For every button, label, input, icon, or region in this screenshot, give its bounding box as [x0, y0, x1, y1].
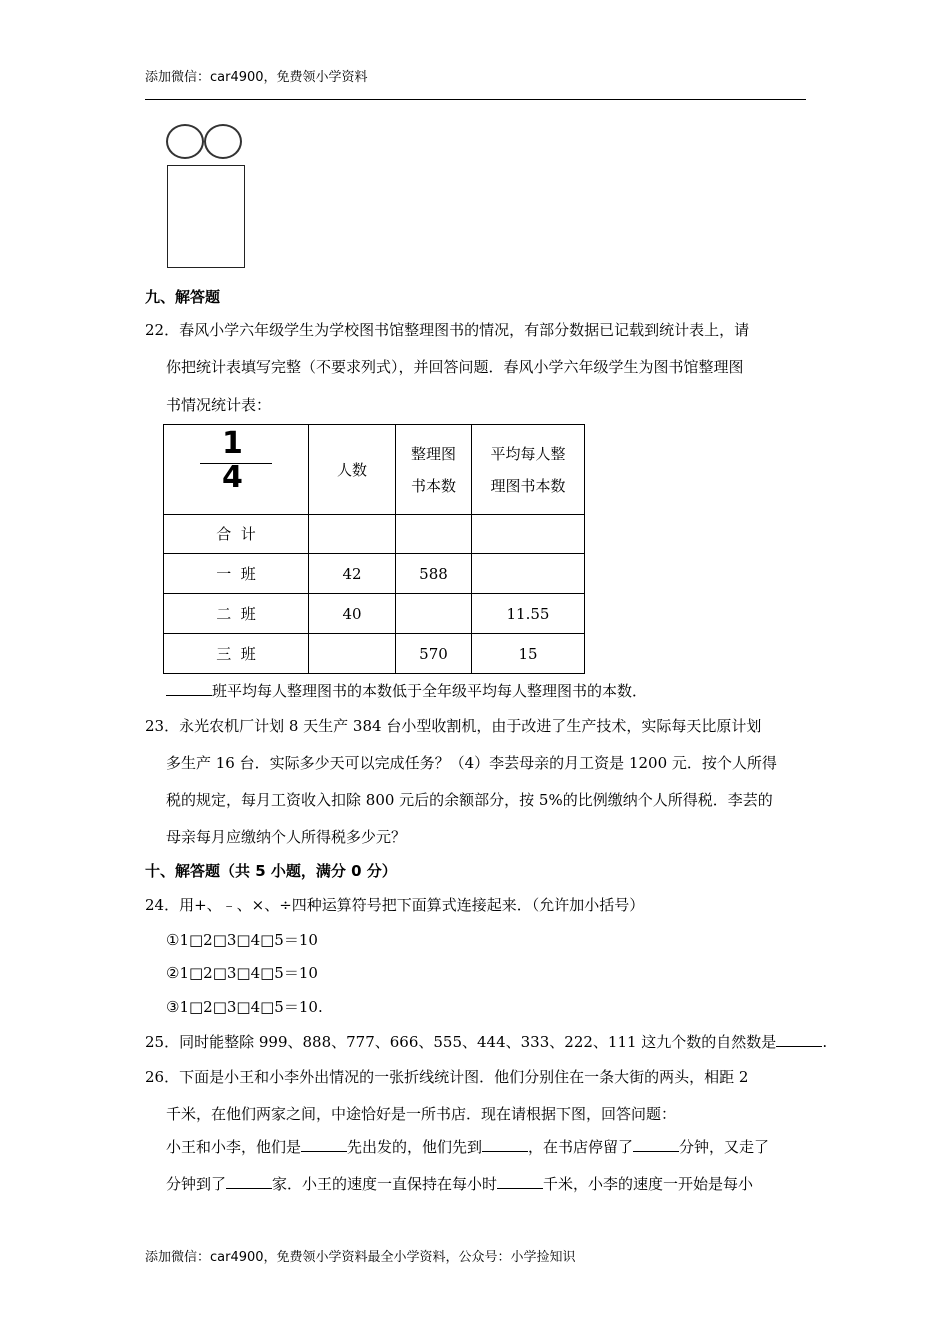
table-header-books — [396, 425, 472, 515]
q26-line-4 — [166, 1173, 753, 1194]
table-header-fraction-cell — [164, 425, 309, 515]
row-name: 二 班 — [164, 594, 309, 634]
q26-text-g: 千米，小李的速度一开始是每小 — [543, 1175, 754, 1193]
table-header-books-line1: 整理图 — [410, 444, 456, 463]
q25-tail: . — [822, 1033, 828, 1051]
table-header-books-line2: 书本数 — [410, 476, 456, 495]
section-10-title: 十、解答题（共 5 小题，满分 0 分） — [145, 862, 397, 880]
q24-item-3: ③1□2□3□4□5＝10. — [166, 998, 323, 1016]
q26-blank-5[interactable] — [497, 1174, 543, 1189]
row-name: 一 班 — [164, 554, 309, 594]
page-header: 添加微信：car4900，免费领小学资料 — [145, 70, 368, 85]
q26-line-2: 千米，在他们两家之间，中途恰好是一所书店．现在请根据下图，回答问题： — [166, 1105, 677, 1123]
page-footer: 添加微信：car4900，免费领小学资料最全小学资料，公众号：小学捡知识 — [145, 1250, 576, 1265]
q22-line-3: 书情况统计表： — [166, 396, 272, 414]
table-header-people: 人数 — [309, 425, 396, 515]
row-people: 42 — [309, 554, 396, 594]
section-9-title: 九、解答题 — [145, 288, 221, 306]
q26-text-d: 分钟，又走了 — [679, 1138, 770, 1156]
answer-blank[interactable] — [166, 681, 212, 696]
q26-line-3 — [166, 1136, 769, 1157]
header-divider — [145, 99, 806, 100]
q23-line-2: 多生产 16 台．实际多少天可以完成任务？（4）李芸母亲的月工资是 1200 元．按个人所得 — [166, 754, 777, 772]
row-books — [396, 515, 472, 554]
right-circle-figure — [204, 124, 242, 159]
table-row-class-3 — [164, 634, 585, 674]
q26-line-1: 26．下面是小王和小李外出情况的一张折线统计图．他们分别住在一条大街的两头，相距 2 — [145, 1068, 749, 1086]
table-header-avg — [472, 425, 585, 515]
row-avg: 15 — [472, 634, 585, 674]
row-avg: 11.55 — [472, 594, 585, 634]
q26-blank-4[interactable] — [226, 1174, 272, 1189]
q26-text-a: 小王和小李，他们是 — [166, 1138, 302, 1156]
table-header-avg-line1: 平均每人整 — [490, 444, 566, 463]
q26-blank-2[interactable] — [482, 1137, 528, 1152]
q25-line-1 — [145, 1031, 827, 1052]
row-people — [309, 515, 396, 554]
row-name: 三 班 — [164, 634, 309, 674]
rectangle-figure — [167, 165, 245, 268]
table-header-avg-line2: 理图书本数 — [490, 476, 566, 495]
q24-item-2: ②1□2□3□4□5＝10 — [166, 964, 318, 982]
q26-text-b: 先出发的，他们先到 — [347, 1138, 483, 1156]
q26-text-e: 分钟到了 — [166, 1175, 227, 1193]
row-avg — [472, 515, 585, 554]
row-people: 40 — [309, 594, 396, 634]
q26-blank-1[interactable] — [301, 1137, 347, 1152]
q23-line-4: 母亲每月应缴纳个人所得税多少元？ — [166, 828, 407, 846]
q26-text-f: 家．小王的速度一直保持在每小时 — [272, 1175, 498, 1193]
q26-text-c: ，在书店停留了 — [528, 1138, 634, 1156]
q25-text: 25．同时能整除 999、888、777、666、555、444、333、222、111 这九个数的自然数是 — [145, 1033, 777, 1051]
q22-answer-line — [166, 680, 647, 701]
row-books — [396, 594, 472, 634]
q22-line-1: 22．春风小学六年级学生为学校图书馆整理图书的情况，有部分数据已记载到统计表上，请 — [145, 321, 750, 339]
q22-answer-text: 班平均每人整理图书的本数低于全年级平均每人整理图书的本数． — [212, 682, 648, 700]
q23-line-3: 税的规定，每月工资收入扣除 800 元后的余额部分，按 5%的比例缴纳个人所得税．李芸的 — [166, 791, 773, 809]
q26-blank-3[interactable] — [633, 1137, 679, 1152]
row-name: 合 计 — [164, 515, 309, 554]
fraction-numerator: 1 — [222, 425, 243, 461]
table-row-class-1 — [164, 554, 585, 594]
row-avg — [472, 554, 585, 594]
q24-item-1: ①1□2□3□4□5＝10 — [166, 931, 318, 949]
table-row-class-2 — [164, 594, 585, 634]
row-books: 588 — [396, 554, 472, 594]
table-row-total — [164, 515, 585, 554]
q25-answer-blank[interactable] — [776, 1032, 822, 1047]
row-people — [309, 634, 396, 674]
left-circle-figure — [166, 124, 204, 159]
row-books: 570 — [396, 634, 472, 674]
q22-line-2: 你把统计表填写完整（不要求列式），并回答问题．春风小学六年级学生为图书馆整理图 — [166, 358, 744, 376]
q23-line-1: 23．永光农机厂计划 8 天生产 384 台小型收割机，由于改进了生产技术，实际每天比原计划 — [145, 717, 762, 735]
fraction-denominator: 4 — [222, 459, 243, 495]
q24-line-1: 24．用+、﹣、×、÷四种运算符号把下面算式连接起来．（允许加小括号） — [145, 896, 645, 914]
statistics-table — [163, 424, 585, 674]
